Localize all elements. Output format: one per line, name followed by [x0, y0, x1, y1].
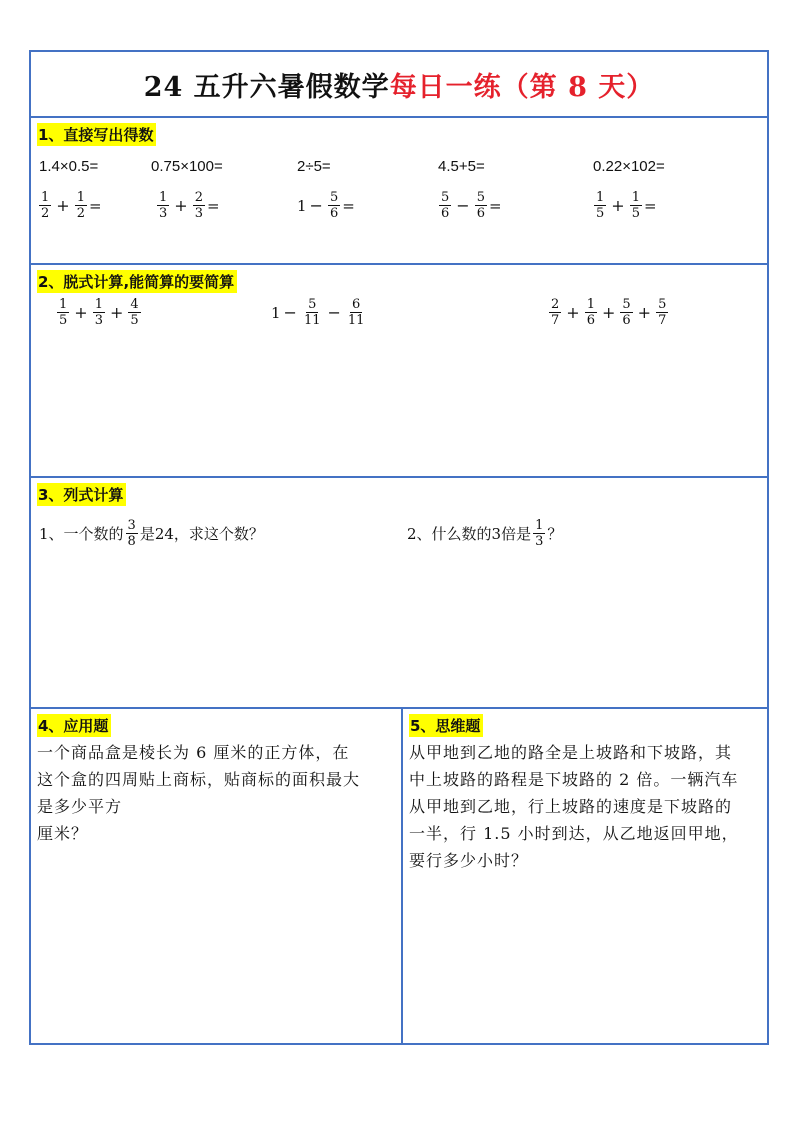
oral-problem-1: 1.4×0.5= — [39, 158, 99, 175]
step-expression-3: $\frac{2}{7}$ + $\frac{1}{6}$ + $\frac{5}{6}$ + $\frac{5}{7}$ — [551, 297, 667, 328]
word-problem-2: 2、什么数的3倍是 $\frac{1}{3}$ ？ — [407, 518, 563, 549]
oral-problem-3: 2÷5= — [297, 158, 331, 175]
application-problem-text: 一个商品盒是棱长为 6 厘米的正方体，在 这个盒的四周贴上商标，贴商标的面积最大 是多少平方 厘米？ — [37, 743, 361, 843]
section-4-heading: 4、应用题 — [37, 714, 111, 737]
section-application — [31, 709, 403, 1043]
thinking-problem-text: 从甲地到乙地的路全是上坡路和下坡路，其 中上坡路的路程是下坡路的 2 倍。一辆汽车 从甲地到乙地，行上坡路的速度是下坡路的 一半，行 1.5 小时到达，从乙地返回甲地， 要行多少小时？ — [409, 743, 739, 870]
section-direct-answers — [31, 118, 767, 265]
oral-problem-5: 0.22×102= — [593, 158, 665, 175]
worksheet — [29, 50, 769, 1045]
section-2-heading: 2、脱式计算,能简算的要简算 — [37, 270, 237, 293]
section-3-heading: 3、列式计算 — [37, 483, 126, 506]
page-title — [31, 52, 767, 118]
section-equation — [31, 478, 767, 709]
oral-problem-4: 4.5+5= — [438, 158, 485, 175]
step-expression-2: 1 − $\frac{5}{11}$ − $\frac{6}{11}$ — [271, 297, 365, 328]
title-red: 每日一练（第 8 天） — [389, 71, 655, 103]
step-expression-1: $\frac{1}{5}$ + $\frac{1}{3}$ + $\frac{4}{5}$ — [59, 297, 139, 328]
word-problem-1: 1、一个数的 $\frac{3}{8}$ 是24，求这个数？ — [39, 518, 264, 549]
bottom-row — [31, 709, 767, 1043]
fraction-problem-1: $\frac{1}{2}$ + $\frac{1}{2}$ = — [41, 190, 102, 221]
fraction-problem-5: $\frac{1}{5}$ + $\frac{1}{5}$ = — [596, 190, 657, 221]
fraction-problem-3: 1 − $\frac{5}{6}$ = — [297, 190, 355, 221]
fraction-problem-4: $\frac{5}{6}$ − $\frac{5}{6}$ = — [441, 190, 502, 221]
oral-problem-2: 0.75×100= — [151, 158, 223, 175]
section-step-calculation — [31, 265, 767, 478]
fraction-problem-2: $\frac{1}{3}$ + $\frac{2}{3}$ = — [159, 190, 220, 221]
section-5-heading: 5、思维题 — [409, 714, 483, 737]
title-black: 24 五升六暑假数学 — [143, 71, 390, 103]
section-thinking — [403, 709, 767, 1043]
section-1-heading: 1、直接写出得数 — [37, 123, 156, 146]
